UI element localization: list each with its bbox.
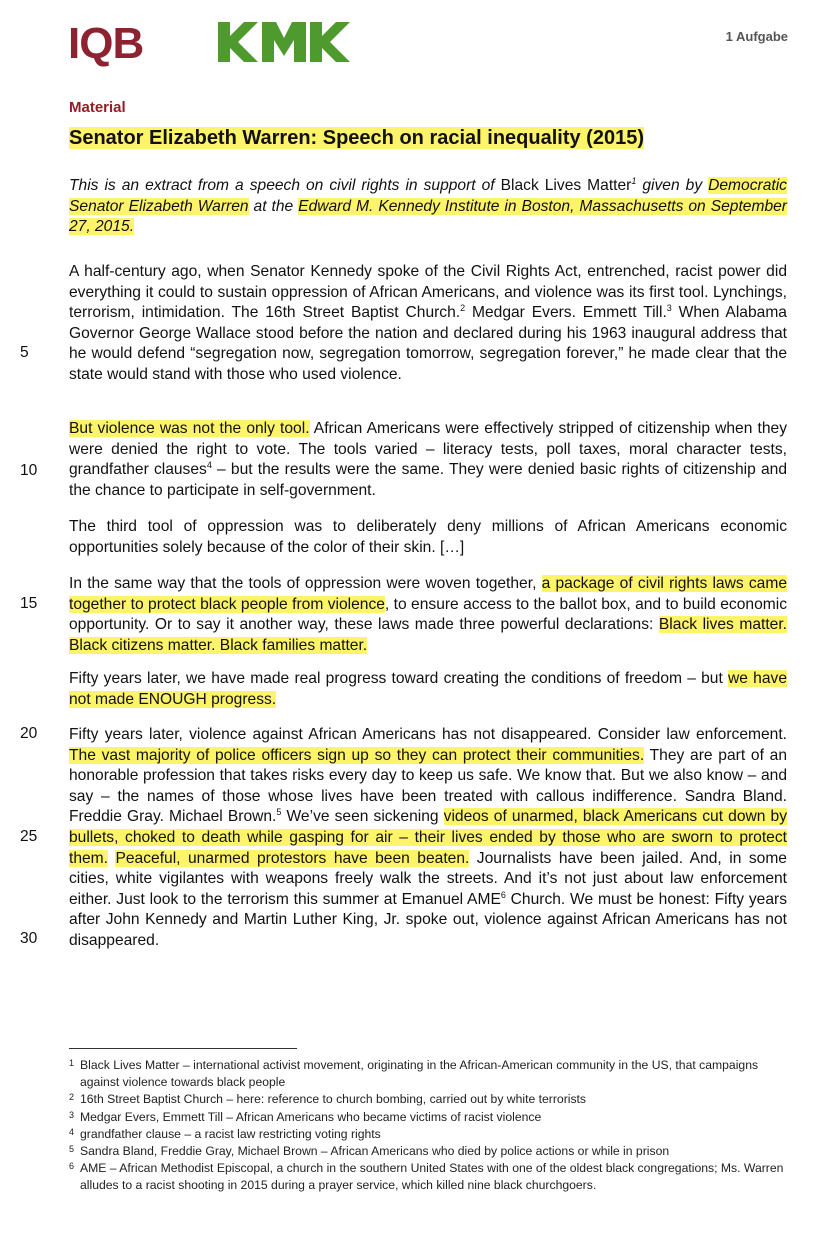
line-number: 30 <box>20 930 38 947</box>
page-title: Senator Elizabeth Warren: Speech on racial inequality (2015) <box>69 127 644 149</box>
footnote: 5 Sandra Bland, Freddie Gray, Michael Brown – African Americans who died by police actions or while in prison <box>69 1144 670 1159</box>
line-number: 20 <box>20 725 38 742</box>
line-number: 25 <box>20 828 38 845</box>
footnote-divider <box>69 1048 297 1049</box>
paragraph-6: Fifty years later, violence against African Americans has not disappeared. Consider law enforcement. The vast majority of police officers sign up so they can protect their communities. They are part of an honorable profession that takes risks every day to keep us safe. We know that. But we also know – and say – the names of those whose lives have been treated with callous indifference. Sandra Bland. Freddie Gray. Michael Brown.$^5$ We’ve seen sickening videos of unarmed, black Americans cut down by bullets, choked to death while gasping for air – their lives ended by those who are sworn to protect them. Peaceful, unarmed protestors have been beaten. Journalists have been jailed. And, in some cities, white vigilantes with weapons freely walk the streets. And it’s not just about law enforcement either. Just look to the terrorism this summer at Emanuel AME$^6$ Church. We must be honest: Fifty years after John Kennedy and Martin Luther King, Jr. spoke out, violence against African Americans has not disappeared. <box>69 726 787 949</box>
paragraph-2: But violence was not the only tool. African Americans were effectively stripped of citizenship when they were denied the right to vote. The tools varied – literacy tests, poll taxes, moral character tests, grandfather clauses$^4$ – but the results were the same. They were denied basic rights of citizenship and the chance to participate in self-government. <box>69 420 788 499</box>
footnote: 4 grandfather clause – a racist law restricting voting rights <box>69 1126 381 1141</box>
footnotes <box>69 1057 789 1195</box>
line-number: 5 <box>20 344 29 361</box>
paragraph-3: The third tool of oppression was to deliberately deny millions of African Americans economic opportunities solely because of the color of their skin. […] <box>69 518 787 556</box>
line-number: 10 <box>20 462 38 479</box>
kmk-logo <box>218 22 350 62</box>
line-number: 15 <box>20 595 38 612</box>
footnote: 1 Black Lives Matter – international activist movement, originating in the African-American community in the US, that campaigns against violence towards black people <box>69 1058 759 1090</box>
footnote: 6 AME – African Methodist Episcopal, a church in the southern United States with one of the oldest black congregations; Ms. Warren alludes to a racist shooting in 2015 during a prayer service, which killed nine black churchgoers. <box>69 1161 784 1193</box>
iqb-logo: IQB <box>68 19 144 68</box>
intro-paragraph: This is an extract from a speech on civil rights in support of Black Lives Matter$^1$ given by Democratic Senator Elizabeth Warren at the Edward M. Kennedy Institute in Boston, Massachusetts on September 27, 2015. <box>69 176 787 236</box>
paragraph-5: Fifty years later, we have made real progress toward creating the conditions of freedom – but we have not made ENOUGH progress. <box>69 670 787 708</box>
paragraph-4: In the same way that the tools of oppression were woven together, a package of civil rights laws came together to protect black people from violence, to ensure access to the ballot box, and to build economic opportunity. Or to say it another way, these laws made three powerful declarations: Black lives matter. Black citizens matter. Black families matter. <box>69 575 787 654</box>
footnote: 2 16th Street Baptist Church – here: reference to church bombing, carried out by white terrorists <box>69 1092 587 1107</box>
section-label: Material <box>69 99 126 116</box>
paragraph-1: A half-century ago, when Senator Kennedy spoke of the Civil Rights Act, entrenched, racist power did everything it could to sustain oppression of African Americans, and violence was its first tool. Lynchings, terrorism, intimidation. The 16th Street Baptist Church.$^2$ Medgar Evers. Emmett Till.$^3$ When Alabama Governor George Wallace stood before the nation and declared during his 1963 inaugural address that he would defend “segregation now, segregation tomorrow, segregation forever,” he made clear that the state would stand with those who used violence. <box>69 263 787 383</box>
page-label: 1 Aufgabe <box>725 29 788 44</box>
footnote: 3 Medgar Evers, Emmett Till – African Americans who became victims of racist violence <box>69 1109 542 1124</box>
